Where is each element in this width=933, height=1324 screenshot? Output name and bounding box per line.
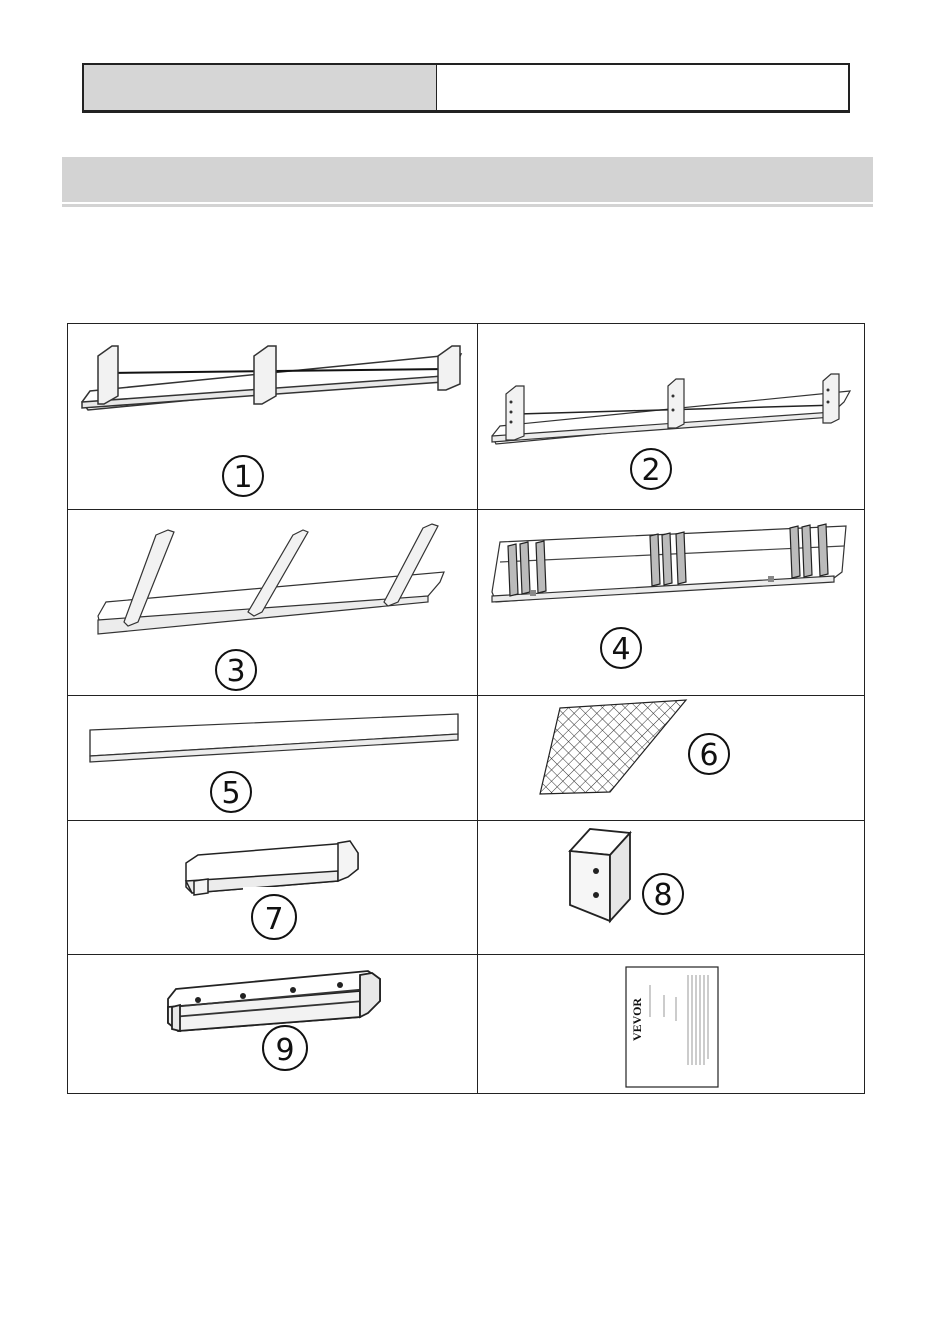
part-cell-3 [68, 510, 478, 696]
info-table-value-cell [437, 65, 848, 110]
part-cell-6 [478, 696, 864, 821]
part-number-4: 4 [611, 632, 631, 667]
part-number-7: 7 [264, 902, 284, 937]
user-manual-illustration [478, 955, 864, 1093]
part-number-6: 6 [699, 738, 719, 773]
part-cell-5 [68, 696, 478, 821]
info-table [82, 63, 850, 113]
info-table-label-cell [84, 65, 437, 110]
part-3-illustration [68, 510, 478, 696]
part-9-illustration [68, 955, 478, 1093]
part-number-9: 9 [275, 1033, 295, 1068]
part-cell-2 [478, 324, 864, 510]
parts-list-grid [67, 323, 865, 1094]
part-2-illustration [478, 324, 864, 510]
section-heading-bar [62, 157, 873, 202]
part-number-8: 8 [653, 878, 673, 913]
part-7-illustration [68, 821, 478, 955]
mesh-net-icon [540, 700, 686, 794]
part-cell-7 [68, 821, 478, 955]
section-divider [62, 204, 873, 207]
part-cell-4 [478, 510, 864, 696]
part-number-3: 3 [226, 654, 246, 689]
part-5-illustration [68, 696, 478, 821]
part-1-illustration [68, 324, 478, 510]
part-cell-8 [478, 821, 864, 955]
part-cell-9 [68, 955, 478, 1093]
part-number-5: 5 [221, 776, 241, 811]
part-cell-manual [478, 955, 864, 1093]
part-number-2: 2 [641, 453, 661, 488]
part-8-illustration [478, 821, 864, 955]
manual-brand-logo: VEVOR [630, 997, 644, 1041]
part-4-illustration [478, 510, 864, 696]
part-cell-1 [68, 324, 478, 510]
part-6-illustration [478, 696, 864, 821]
part-number-1: 1 [233, 460, 253, 495]
